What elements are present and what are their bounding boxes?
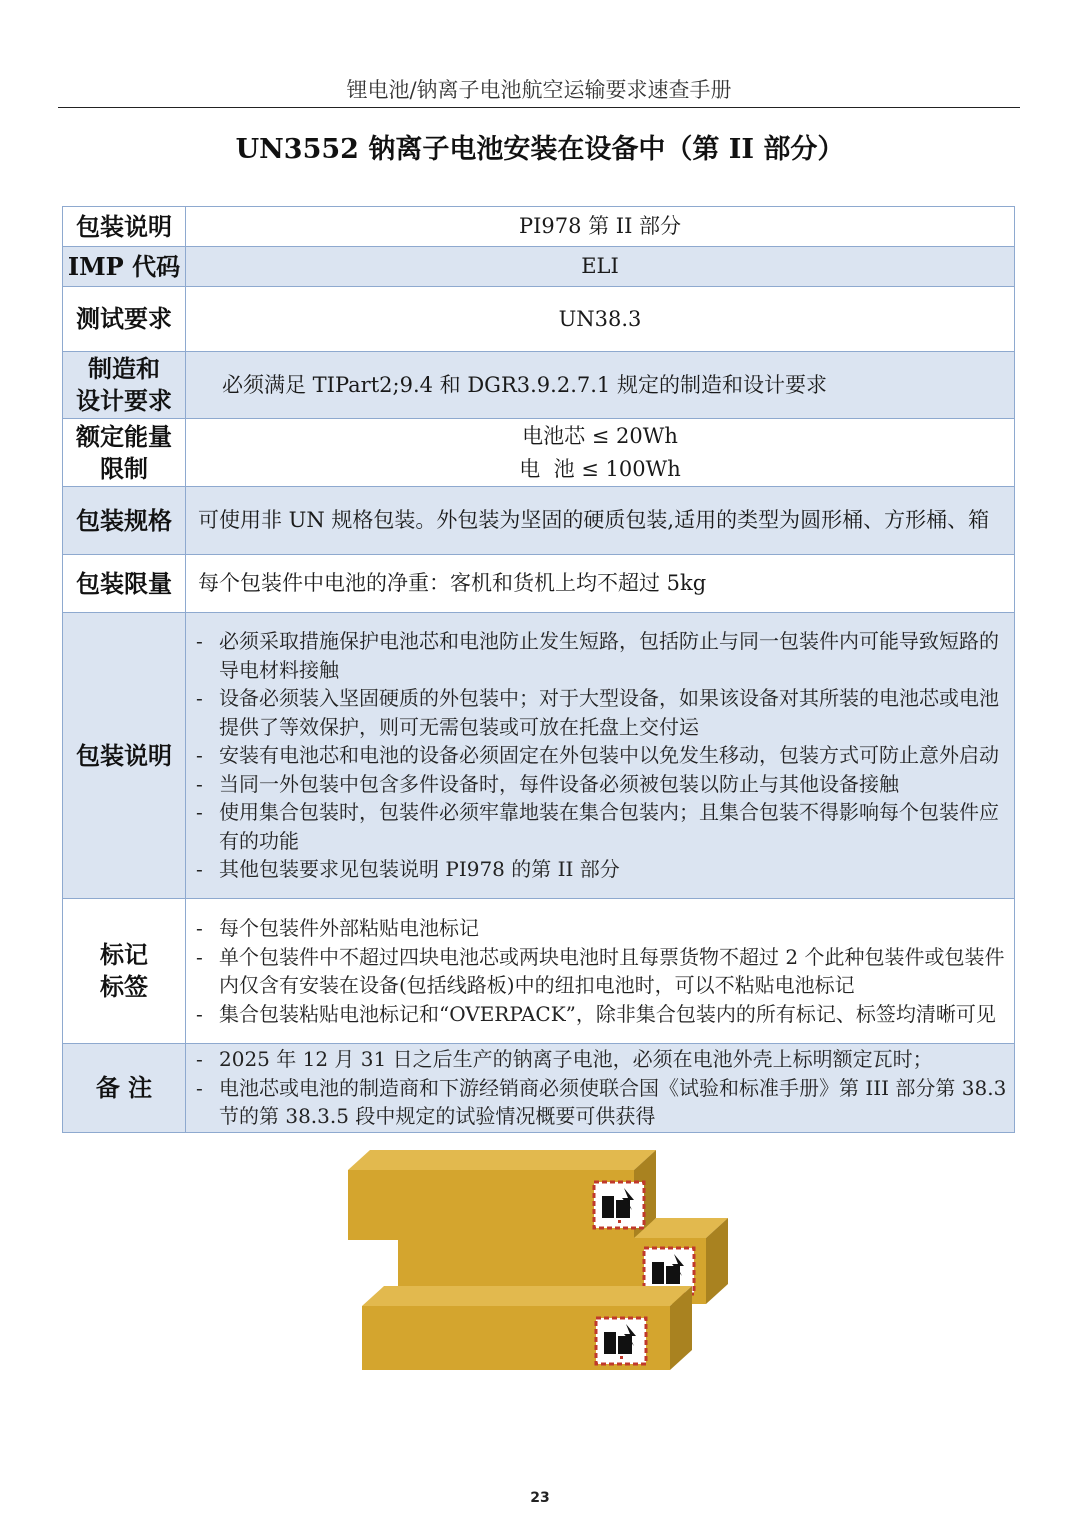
value-test-requirement: UN38.3 bbox=[186, 287, 1015, 352]
label-line: 标签 bbox=[100, 972, 148, 1001]
cell-energy-limit: 电池芯 ≤ 20Wh bbox=[522, 423, 678, 448]
label-line: 限制 bbox=[100, 453, 148, 483]
value-manufacture-design: 必须满足 TIPart2;9.4 和 DGR3.9.2.7.1 规定的制造和设计要求 bbox=[186, 352, 1015, 419]
value-remarks bbox=[186, 1044, 1015, 1133]
label-line: 额定能量 bbox=[76, 421, 172, 451]
label-imp-code: IMP 代码 bbox=[63, 247, 186, 287]
label-line: 标记 bbox=[100, 940, 148, 969]
label-line: 设计要求 bbox=[76, 386, 172, 415]
bullet-item: - 使用集合包装时，包装件必须牢靠地装在集合包装内；且集合包装不得影响每个包装件应有的功能 bbox=[194, 798, 1008, 855]
value-marking-labels bbox=[186, 899, 1015, 1044]
label-energy-limit bbox=[63, 419, 186, 487]
bullet-item: - 设备必须装入坚固硬质的外包装中；对于大型设备，如果该设备对其所装的电池芯或电池提供了等效保护，则可无需包装或可放在托盘上交付运 bbox=[194, 684, 1008, 741]
top-box bbox=[348, 1150, 656, 1240]
row-test-requirement bbox=[63, 287, 1015, 352]
row-packing-instruction bbox=[63, 207, 1015, 247]
stacked-boxes-illustration bbox=[340, 1140, 740, 1380]
header-rule bbox=[58, 107, 1020, 108]
label-manufacture-design bbox=[63, 352, 186, 419]
label-remarks: 备 注 bbox=[63, 1044, 186, 1133]
row-energy-limit bbox=[63, 419, 1015, 487]
value-imp-code: ELI bbox=[186, 247, 1015, 287]
value-energy-limit bbox=[186, 419, 1015, 487]
label-line: 制造和 bbox=[88, 354, 160, 383]
bullet-item: - 每个包装件外部粘贴电池标记 bbox=[194, 914, 1008, 943]
label-test-requirement: 测试要求 bbox=[63, 287, 186, 352]
row-imp-code bbox=[63, 247, 1015, 287]
value-packing-instruction: PI978 第 II 部分 bbox=[186, 207, 1015, 247]
bullet-item: - 安装有电池芯和电池的设备必须固定在外包装中以免发生移动，包装方式可防止意外启动 bbox=[194, 741, 1008, 770]
value-packaging-limit: 每个包装件中电池的净重：客机和货机上均不超过 5kg bbox=[186, 555, 1015, 613]
row-packaging-limit bbox=[63, 555, 1015, 613]
battery-mark-icon bbox=[596, 1318, 646, 1364]
row-marking-labels bbox=[63, 899, 1015, 1044]
label-packaging-spec: 包装规格 bbox=[63, 487, 186, 555]
remarks-list bbox=[186, 1044, 1014, 1132]
bullet-item: - 其他包装要求见包装说明 PI978 的第 II 部分 bbox=[194, 855, 1008, 884]
page-title: UN3552 钠离子电池安装在设备中（第 II 部分） bbox=[235, 134, 845, 165]
value-packaging-spec: 可使用非 UN 规格包装。外包装为坚固的硬质包装,适用的类型为圆形桶、方形桶、箱 bbox=[186, 487, 1015, 555]
marking-list bbox=[186, 913, 1014, 1029]
bullet-item: - 2025 年 12 月 31 日之后生产的钠离子电池，必须在电池外壳上标明额定瓦时； bbox=[194, 1045, 1008, 1074]
label-marking-labels bbox=[63, 899, 186, 1044]
row-manufacture-design bbox=[63, 352, 1015, 419]
packing-notes-list bbox=[186, 626, 1014, 885]
battery-mark-icon bbox=[594, 1182, 644, 1228]
running-header: 锂电池/钠离子电池航空运输要求速查手册 bbox=[346, 78, 732, 102]
bullet-item: - 必须采取措施保护电池芯和电池防止发生短路，包括防止与同一包装件内可能导致短路的导电材料接触 bbox=[194, 627, 1008, 684]
requirements-table bbox=[62, 206, 1015, 1133]
bottom-box bbox=[362, 1286, 692, 1370]
bullet-item: - 当同一外包装中包含多件设备时，每件设备必须被包装以防止与其他设备接触 bbox=[194, 770, 1008, 799]
label-packing-notes: 包装说明 bbox=[63, 613, 186, 899]
battery-energy-limit: 电 池 ≤ 100Wh bbox=[519, 456, 681, 481]
page-number: 23 bbox=[530, 1490, 550, 1506]
row-packing-notes bbox=[63, 613, 1015, 899]
label-packaging-limit: 包装限量 bbox=[63, 555, 186, 613]
bullet-item: - 集合包装粘贴电池标记和“OVERPACK”，除非集合包装内的所有标记、标签均清晰可见 bbox=[194, 1000, 1008, 1029]
row-packaging-spec bbox=[63, 487, 1015, 555]
bullet-item: - 单个包装件中不超过四块电池芯或两块电池时且每票货物不超过 2 个此种包装件或包装件内仅含有安装在设备(包括线路板)中的纽扣电池时，可以不粘贴电池标记 bbox=[194, 943, 1008, 1000]
bullet-item: - 电池芯或电池的制造商和下游经销商必须使联合国《试验和标准手册》第 III 部分第 38.3 节的第 38.3.5 段中规定的试验情况概要可供获得 bbox=[194, 1074, 1008, 1131]
row-remarks bbox=[63, 1044, 1015, 1133]
value-packing-notes bbox=[186, 613, 1015, 899]
label-packing-instruction: 包装说明 bbox=[63, 207, 186, 247]
